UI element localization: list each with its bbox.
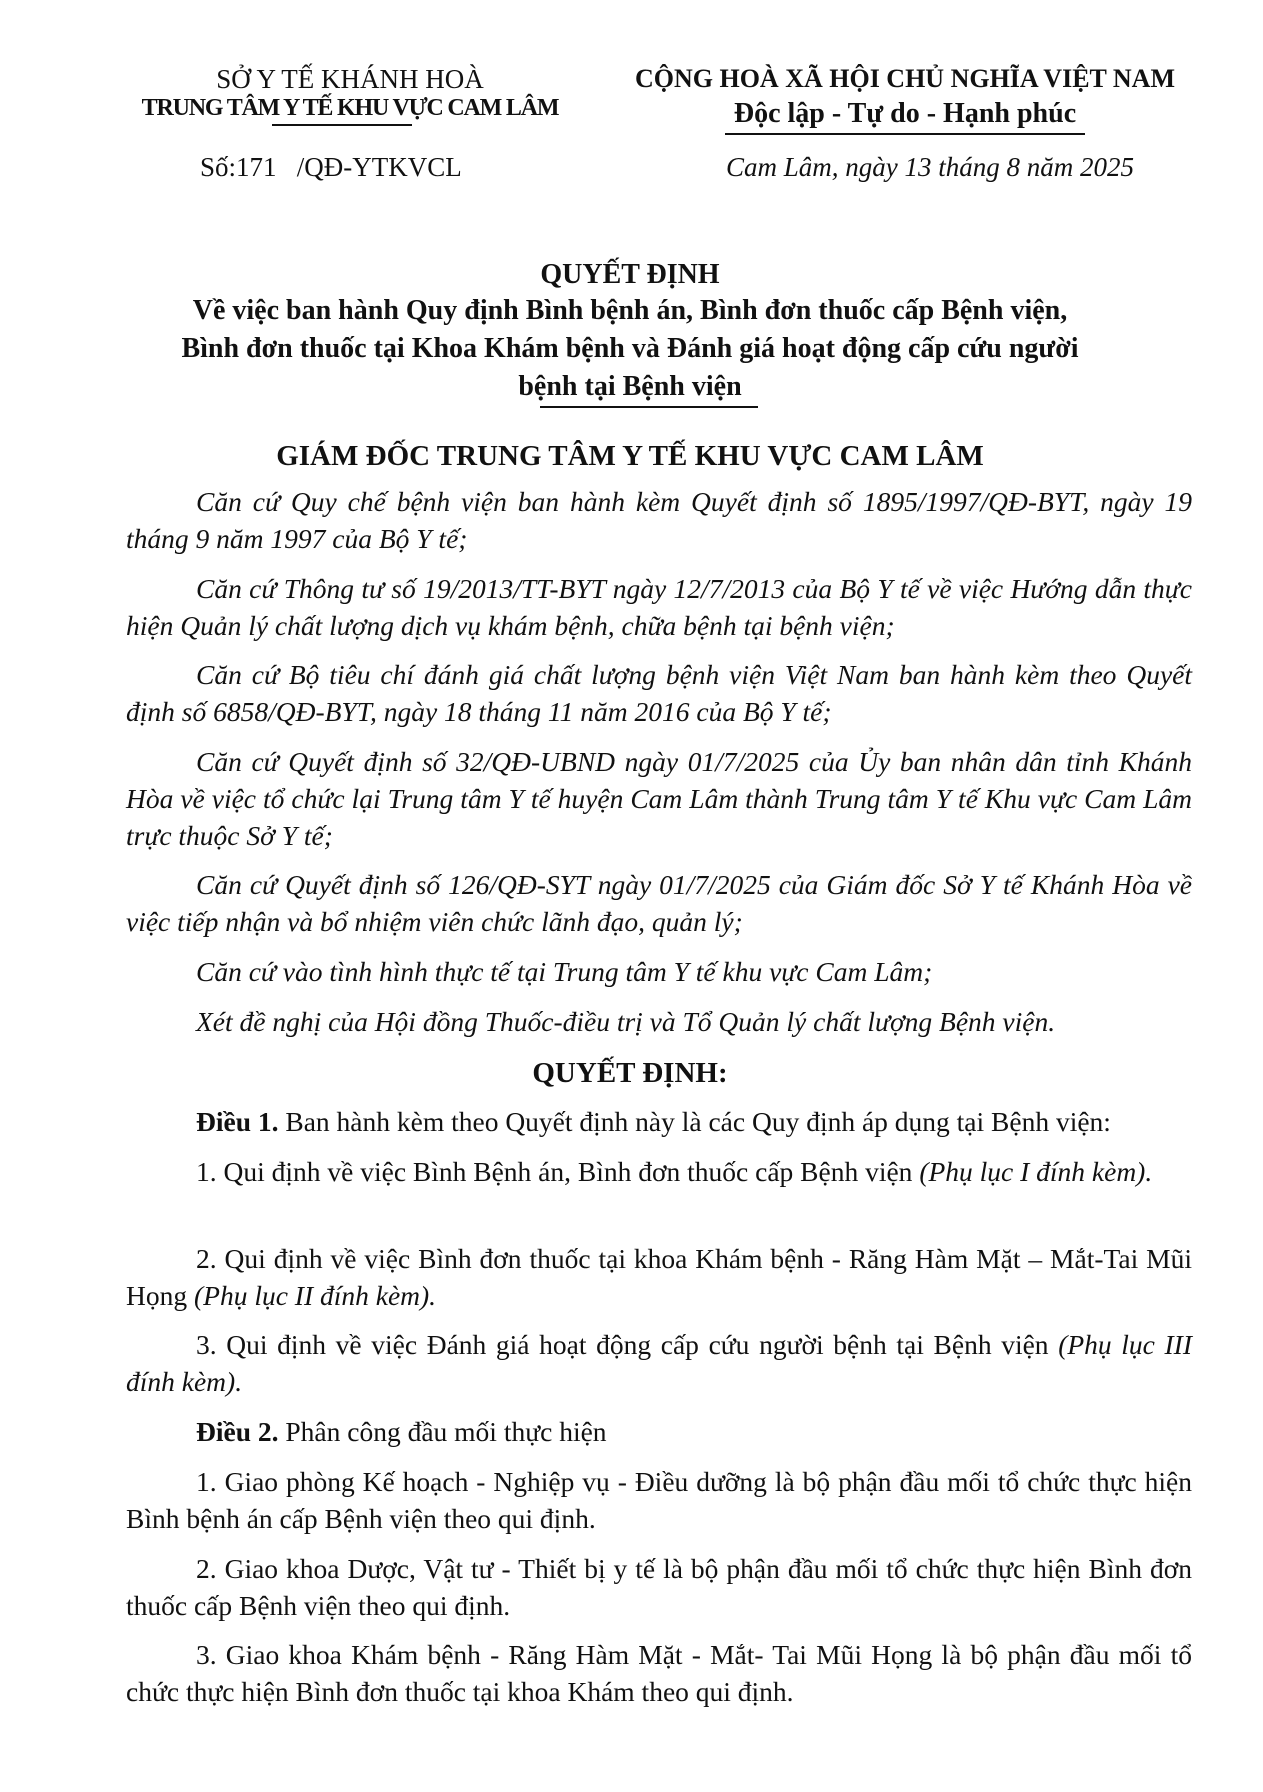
subject-line-2: Bình đơn thuốc tại Khoa Khám bệnh và Đánh giá hoạt động cấp cứu người (181, 333, 1079, 364)
number-value: 171 (236, 152, 277, 182)
agency-name: TRUNG TÂM Y TẾ KHU VỰC CAM LÂM (141, 95, 559, 121)
article-1-item-2 (126, 1240, 1192, 1314)
article-2-item-1: 1. Giao phòng Kế hoạch - Nghiệp vụ - Điều dưỡng là bộ phận đầu mối tổ chức thực hiện Bình bệnh án cấp Bệnh viện theo qui định. (126, 1466, 1192, 1534)
document-number (200, 150, 600, 184)
article-1-text: Ban hành kèm theo Quyết định này là các Quy định áp dụng tại Bệnh viện: (278, 1106, 1111, 1137)
article-2-text: Phân công đầu mối thực hiện (278, 1416, 607, 1447)
item-text: 2. Qui định về việc Bình đơn thuốc tại khoa Khám bệnh - Răng Hàm Mặt – Mắt-Tai Mũi Họng (126, 1243, 1192, 1311)
article-2 (126, 1413, 1192, 1450)
country-name: CỘNG HOÀ XÃ HỘI CHỦ NGHĨA VIỆT NAM (634, 64, 1176, 93)
item-text: 3. Qui định về việc Đánh giá hoạt động cấp cứu người bệnh tại Bệnh viện (196, 1329, 1059, 1360)
decides-heading: QUYẾT ĐỊNH: (532, 1057, 728, 1089)
item-note: (Phụ lục I đính kèm). (919, 1156, 1153, 1187)
document-type: QUYẾT ĐỊNH (540, 259, 720, 290)
motto: Độc lập - Tự do - Hạnh phúc (733, 98, 1077, 129)
article-1 (126, 1103, 1206, 1140)
authority: GIÁM ĐỐC TRUNG TÂM Y TẾ KHU VỰC CAM LÂM (276, 440, 984, 472)
item-note: (Phụ lục II đính kèm). (194, 1280, 437, 1311)
article-2-item-2: 2. Giao khoa Dược, Vật tư - Thiết bị y tế là bộ phận đầu mối tổ chức thực hiện Bình đơn thuốc cấp Bệnh viện theo qui định. (126, 1553, 1192, 1621)
agency-underline (272, 124, 412, 126)
agency-parent: SỞ Y TẾ KHÁNH HOÀ (216, 64, 484, 94)
article-1-label: Điều 1. (196, 1106, 279, 1137)
subject-line-1: Về việc ban hành Quy định Bình bệnh án, Bình đơn thuốc cấp Bệnh viện, (192, 295, 1068, 326)
ground-6: Căn cứ vào tình hình thực tế tại Trung tâm Y tế khu vực Cam Lâm; (196, 956, 933, 987)
article-1-item-1 (126, 1153, 1192, 1190)
item-note: (Phụ lục III đính kèm). (126, 1329, 1192, 1397)
article-1-item-3 (126, 1326, 1192, 1400)
ground-5: Căn cứ Quyết định số 126/QĐ-SYT ngày 01/7/2025 của Giám đốc Sở Y tế Khánh Hòa về việc tiếp nhận và bổ nhiệm viên chức lãnh đạo, quản lý; (126, 869, 1192, 937)
article-2-label: Điều 2. (196, 1416, 279, 1447)
motto-underline (725, 133, 1085, 135)
number-prefix: Số: (200, 152, 237, 182)
ground-1: Căn cứ Quy chế bệnh viện ban hành kèm Quyết định số 1895/1997/QĐ-BYT, ngày 19 tháng 9 năm 1997 của Bộ Y tế; (126, 486, 1192, 554)
ground-2: Căn cứ Thông tư số 19/2013/TT-BYT ngày 12/7/2013 của Bộ Y tế về việc Hướng dẫn thực hiện Quản lý chất lượng dịch vụ khám bệnh, chữa bệnh tại bệnh viện; (126, 573, 1192, 641)
ground-4: Căn cứ Quyết định số 32/QĐ-UBND ngày 01/7/2025 của Ủy ban nhân dân tỉnh Khánh Hòa về việc tổ chức lại Trung tâm Y tế huyện Cam Lâm thành Trung tâm Y tế Khu vực Cam Lâm trực thuộc Sở Y tế; (126, 746, 1192, 851)
item-text: 1. Qui định về việc Bình Bệnh án, Bình đơn thuốc cấp Bệnh viện (196, 1156, 920, 1187)
subject-line-3: bệnh tại Bệnh viện (518, 371, 742, 402)
number-suffix: /QĐ-YTKVCL (296, 152, 462, 182)
subject-underline (540, 406, 758, 408)
ground-7: Xét đề nghị của Hội đồng Thuốc-điều trị và Tổ Quản lý chất lượng Bệnh viện. (196, 1006, 1056, 1037)
article-2-item-3: 3. Giao khoa Khám bệnh - Răng Hàm Mặt - Mắt- Tai Mũi Họng là bộ phận đầu mối tổ chức thực hiện Bình đơn thuốc tại khoa Khám theo qui định. (126, 1639, 1192, 1707)
ground-3: Căn cứ Bộ tiêu chí đánh giá chất lượng bệnh viện Việt Nam ban hành kèm theo Quyết định số 6858/QĐ-BYT, ngày 18 tháng 11 năm 2016 của Bộ Y tế; (126, 659, 1192, 727)
issue-date: Cam Lâm, ngày 13 tháng 8 năm 2025 (725, 152, 1134, 182)
